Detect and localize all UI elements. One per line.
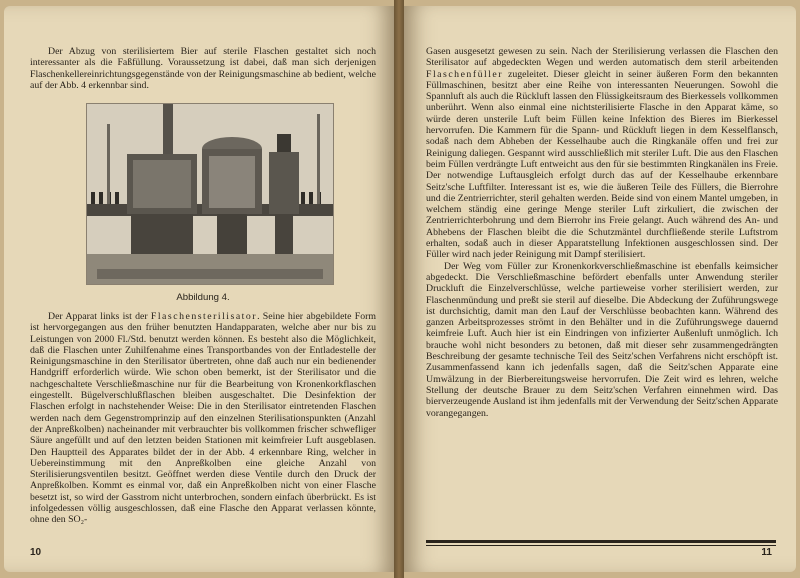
right-p1-spaced-term: Flaschenfüller xyxy=(426,68,504,80)
left-body-p1 xyxy=(30,311,376,526)
figure-bottling-machine xyxy=(86,103,334,285)
intro-text: Der Abzug von sterilisiertem Bier auf sterile Flaschen gestaltet sich noch interessanter als die Faßfüllung. Voraussetzung ist dabei, daß man sich derjenigen Flaschenkellereinrichtungsgegenstände von der Reinigungsmaschine ab bedient, welche auf der Abb. 4 erkennbar sind. xyxy=(30,46,376,91)
left-page xyxy=(4,6,394,572)
figure-caption: Abbildung 4. xyxy=(176,292,230,303)
right-page xyxy=(404,6,796,572)
right-body-p2: Der Weg vom Füller zur Kronenkorkverschließmaschine ist ebenfalls keimsicher abgedeckt. Die Verschließmaschine befördert ebenfalls unter Anwendung steriler Druckluft die Einzelverschlüsse, welche partieweise vorher sterilisiert werden, zur Flaschenmündung und preßt sie steril auf dieselbe. Die Abdeckung der Zuführungswege ist durchsichtig, damit man den Lauf der Verschlüsse beobachten kann. Während des ganzen Arbeitsprozesses strömt in den Behälter und in die Zuführungswege dauernd keimfreie Luft. Auch hier ist ein Eindringen von infizierter Außenluft unmöglich. Ich brauche wohl nicht besonders zu betonen, daß mit dieser sehr zusammengedrängten Beschreibung der gesamte technische Teil des Seitz'schen Verfahrens nicht erschöpft ist. Zusammenfassend kann ich jedenfalls sagen, daß die Seitz'schen Apparate eine Umwälzung in der Bierbereitungsweise hervorrufen. Die Zeit wird es lehren, welche Stellung der deutsche Brauer zu dem Seitz'schen Verfahren einnehmen wird. Das bierverzeugende Ausland ist ihm jedenfalls mit der Verwendung der Seitz'schen Apparate vorangegangen. xyxy=(426,260,778,419)
bottling-machine-illustration xyxy=(87,104,333,284)
left-body-pre: Der Apparat links ist der xyxy=(48,311,151,322)
page-number-right: 11 xyxy=(761,547,772,558)
intro-paragraph xyxy=(30,46,376,91)
left-body-post: . Seine hier abgebildete Form ist hervorgegangen aus den früher benutzten Handapparaten, welche aber nur bis zu Leistungen von 2000 Fl./Std. benutzt werden können. Es besteht also die Möglichkeit, daß die Flaschen unter Zuhilfenahme eines Transportbandes von der Entladestelle der Reinigungsmaschine in den Sterilisator übertreten, ohne daß auch nur ein bedienender Handgriff erforderlich würde. Wie schon oben bemerkt, ist der Sterilisator und die nachgeschaltete Verschließmaschine nur für die Bearbeitung von Kronenkorkflaschen eingestellt. Bügelverschlußflaschen bleiben ausgeschaltet. Die Desinfektion der Flaschen erfolgt in nachstehender Weise: Die in den Sterilisator eintretenden Flaschen werden nach dem Gegenstromprinzip auf den einzelnen Sterilisationspunkten (Anzahl der Anpreßkolben) nacheinander mit verbrauchter bis vollkommen frischer schwefliger Säure angefüllt und auf den letzten beiden Stationen mit keimfreier Luft ausgeblasen. Den Hauptteil des Apparates bildet der in der Abb. 4 erkennbare Ring, welcher in Uebereinstimmung mit den Anpreßkolben eine gleiche Anzahl von Sterilisierungsventilen besitzt. Geöffnet werden diese Ventile durch den Druck der Anpreßkolben. Kommt es einmal vor, daß ein Anpreßkolben nicht von einer Flasche besetzt ist, so wird der Gasstrom nicht unterbrochen, sondern einfach überbrückt. Es ist infolgedessen völlig ausgeschlossen, daß eine Flasche den Apparat verlassen könnte, ohne den SO₂- xyxy=(30,311,376,526)
right-body xyxy=(426,46,778,419)
right-p1-pre: Gasen ausgesetzt gewesen zu sein. Nach der Sterilisierung verlassen die Flaschen den Sterilisator auf abgedeckten Wegen und werden automatisch dem steril arbeitenden xyxy=(426,46,778,69)
left-body-spaced-term: Flaschensterilisator xyxy=(150,311,258,322)
right-p1-post: zugeleitet. Dieser gleicht in seiner äußeren Form den bekannten Füllmaschinen, besitzt aber eine Reihe von interessanten Neuerungen. Sowohl die Spannluft als auch die Rückluft lassen den Flüssigkeitsraum des Bierkessels vollkommen unberührt. Wenn also einmal eine nichtsterilisierte Flasche in den Apparat käme, so würde deren unsterile Luft beim Füllen keine Infektion des Bieres im Bierkessel hervorrufen. Die Kammern für die Spann- und Rückluft liegen in dem Kesselflansch, sodaß nach dem Abheben der Kesselhaube auch die Ringkanäle offen und frei zur Reinigung daliegen. Gespannt wird ausschließlich mit steriler Luft. Die aus den Flaschen beim Füllen verdrängte Luft entweicht aus den für sie bestimmten Ringkanälen ins Freie. Der notwendige Luftausgleich erfolgt durch das auf der Kesselhaube erkennbare Seitz'sche Luftfilter. Interessant ist es, wie die äußeren Teile des Füllers, die Bierrohre und die Zentrierrichter, steril gehalten werden. Beide sind von einem Mantel umgeben, in welchem ständig eine geringe Menge steriler Luft zirkuliert, die zwischen der Zentrierrichterbohrung und dem Bierrohr ins Freie gelangt. Auch während des An- und Abhebens der Flaschen bleibt die die Schutzmäntel durchfließende sterile Luftstrom erhalten, sodaß auch in dieser Apparatstellung Infektionen ausgeschlossen sind. Der Füller wird nach jeder Reinigung mit Dampf sterilisiert. xyxy=(426,68,778,261)
right-body-p1 xyxy=(426,46,778,261)
left-body xyxy=(30,311,376,526)
closing-rule xyxy=(426,540,776,543)
page-number-left: 10 xyxy=(30,547,42,558)
book-gutter xyxy=(394,0,404,578)
closing-rule-thin xyxy=(426,545,776,546)
